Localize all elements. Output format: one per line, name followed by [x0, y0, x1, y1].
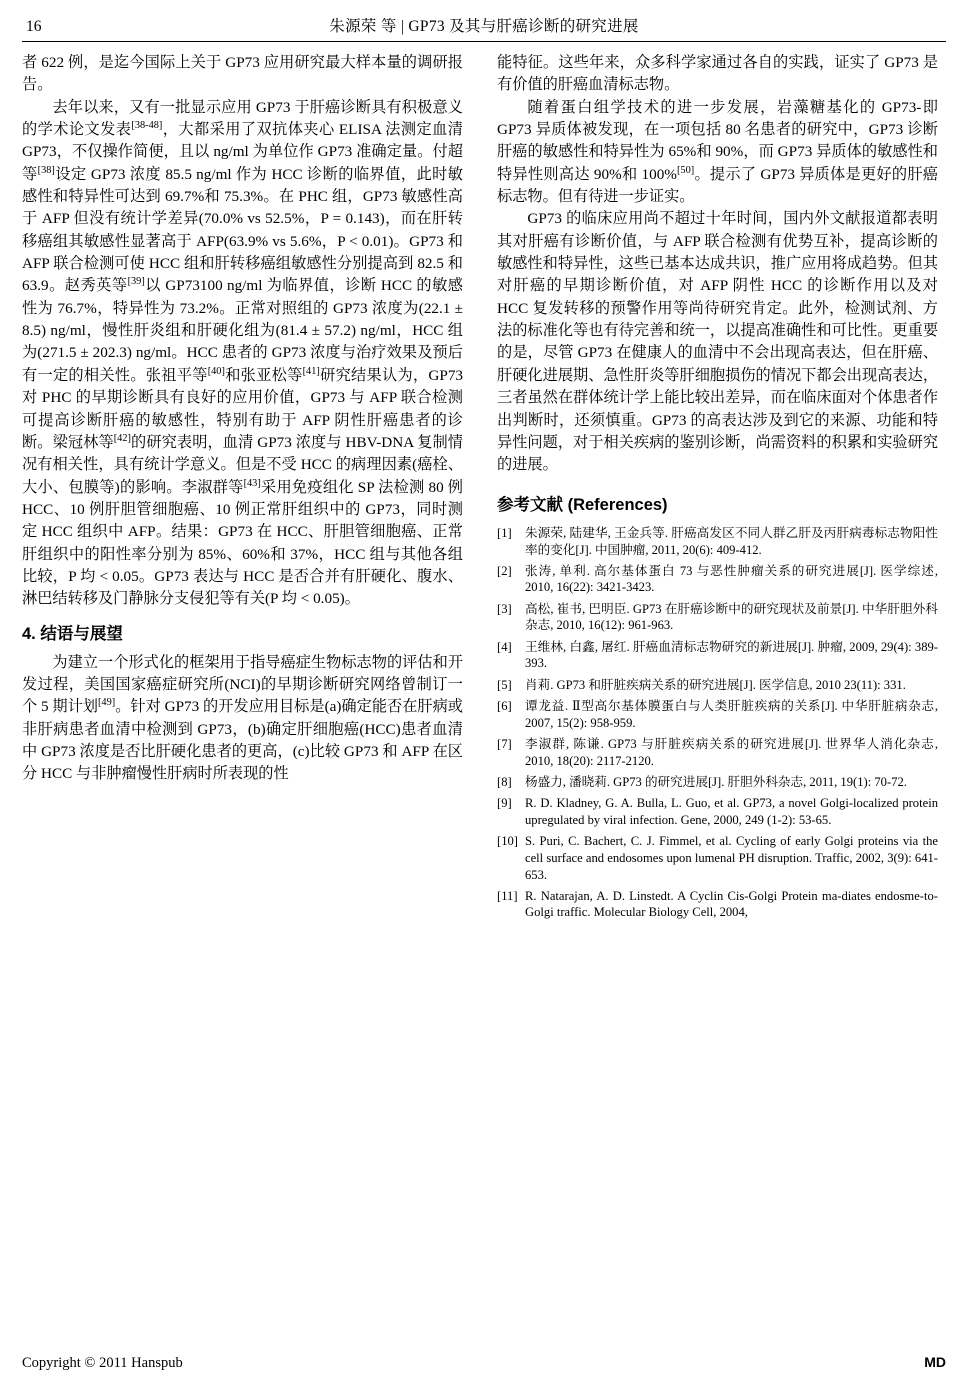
- reference-text: 王维林, 白鑫, 屠红. 肝癌血清标志物研究的新进展[J]. 肿瘤, 2009, 29(4): 389-393.: [525, 639, 938, 671]
- reference-text: R. D. Kladney, G. A. Bulla, L. Guo, et al. GP73, a novel Golgi-localized protein upregulated by viral infection. Gene, 2000, 249 (1-2): 53-65.: [525, 796, 938, 827]
- reference-text: 肖莉. GP73 和肝脏疾病关系的研究进展[J]. 医学信息, 2010 23(11): 331.: [525, 677, 906, 692]
- left-column: [22, 52, 463, 1310]
- reference-number: [7]: [497, 736, 512, 751]
- reference-text: 高松, 崔书, 巴明臣. GP73 在肝癌诊断中的研究现状及前景[J]. 中华肝胆外科杂志, 2010, 16(12): 961-963.: [525, 601, 938, 633]
- references-heading: 参考文献 (References): [497, 495, 668, 514]
- reference-item: [497, 833, 938, 883]
- reference-text: 朱源荣, 陆建华, 王金兵等. 肝癌高发区不同人群乙肝及丙肝病毒标志物阳性率的变化[J]. 中国肿瘤, 2011, 20(6): 409-412.: [525, 525, 938, 557]
- reference-item: [497, 639, 938, 672]
- section-heading: 4. 结语与展望: [22, 624, 123, 643]
- reference-number: [10]: [497, 834, 518, 849]
- references-list: [497, 525, 938, 921]
- reference-item: [497, 698, 938, 731]
- paragraph: 去年以来，又有一批显示应用 GP73 于肝癌诊断具有积极意义的学术论文发表[38-48]，大都采用了双抗体夹心 ELISA 法测定血清 GP73，不仅操作简便，且以 ng/ml 为单位作 GP73 准确定量。付超等[38]设定 GP73 浓度 85.5 ng/ml 作为 HCC 诊断的临界值，此时敏感性和特异性可达到 69.7%和 75.3%。在 PHC 组，GP73 敏感性高于 AFP 但没有统计学差异(70.0% vs 52.5%，P = 0.143)，而在肝转移癌组其敏感性显著高于 AFP(63.9% vs 5.6%，P < 0.01)。GP73 和 AFP 联合检测可使 HCC 组和肝转移癌组敏感性分别提高到 82.5 和 63.9。赵秀英等[39]以 GP73100 ng/ml 为临界值，诊断 HCC 的敏感性为 76.7%，特异性为 73.2%。正常对照组的 GP73 浓度为(22.1 ± 8.5) ng/ml，慢性肝炎组和肝硬化组为(81.4 ± 57.2) ng/ml，HCC 组为(271.5 ± 202.3) ng/ml。HCC 患者的 GP73 浓度与治疗效果及预后有一定的相关性。张祖平等[40]和张亚松等[41]研究结果认为，GP73 对 PHC 的早期诊断具有良好的应用价值，GP73 与 AFP 联合检测可提高诊断肝癌的敏感性，特别有助于 AFP 阴性肝癌患者的诊断。梁冠林等[42]的研究表明，血清 GP73 浓度与 HBV-DNA 复制情况有相关性，具有统计学意义。但是不受 HCC 的病理因素(癌栓、大小、包膜等)的影响。李淑群等[43]采用免疫组化 SP 法检测 80 例 HCC、10 例肝胆管细胞癌、10 例正常肝组织中的 GP73，同时测定 HCC 组织中 AFP。结果：GP73 在 HCC、肝胆管细胞癌、正常肝组织中的阳性率分别为 85%、60%和 37%，HCC 组与其他各组比较，P 均 < 0.05。GP73 表达与 HCC 是否合并有肝硬化、腹水、淋巴结转移及门静脉分支侵犯等有关(P 均 < 0.05)。: [22, 98, 464, 608]
- body-columns: [22, 52, 946, 1310]
- paragraph: 为建立一个形式化的框架用于指导癌症生物标志物的评估和开发过程，美国国家癌症研究所(NCI)的早期诊断研究网络曾制订一个 5 期计划[49]。针对 GP73 的开发应用目标是(a)确定能否在肝病或非肝病患者血清中检测到 GP73，(b)确定肝细胞癌(HCC)患者血清中 GP73 浓度是否比肝硬化患者的更高，(c)比较 GP73 和 AFP 在区分 HCC 与非肿瘤慢性肝病时所表现的性: [22, 653, 463, 783]
- reference-number: [6]: [497, 698, 512, 713]
- reference-text: 李淑群, 陈谦. GP73 与肝脏疾病关系的研究进展[J]. 世界华人消化杂志, 2010, 18(20): 2117-2120.: [525, 736, 938, 768]
- reference-text: 张涛, 单利. 高尔基体蛋白 73 与恶性肿瘤关系的研究进展[J]. 医学综述, 2010, 16(22): 3421-3423.: [525, 563, 938, 595]
- reference-item: [497, 774, 938, 791]
- reference-item: [497, 563, 938, 596]
- reference-item: [497, 677, 938, 694]
- reference-text: 谭龙益. Ⅱ型高尔基体膜蛋白与人类肝脏疾病的关系[J]. 中华肝脏病杂志, 2007, 15(2): 958-959.: [525, 698, 938, 730]
- reference-item: [497, 525, 938, 558]
- reference-item: [497, 888, 938, 921]
- running-title: 朱源荣 等 | GP73 及其与肝癌诊断的研究进展: [329, 18, 639, 35]
- reference-text: 杨盛力, 潘晓莉. GP73 的研究进展[J]. 肝胆外科杂志, 2011, 19(1): 70-72.: [525, 774, 907, 789]
- paragraph: 能特征。这些年来，众多科学家通过各自的实践，证实了 GP73 是有价值的肝癌血清标志物。: [497, 54, 938, 94]
- reference-number: [8]: [497, 774, 512, 789]
- reference-number: [1]: [497, 525, 512, 540]
- reference-number: [4]: [497, 639, 512, 654]
- paragraph: 者 622 例，是迄今国际上关于 GP73 应用研究最大样本量的调研报告。: [22, 54, 463, 94]
- running-head: [22, 14, 946, 42]
- reference-text: S. Puri, C. Bachert, C. J. Fimmel, et al. Cycling of early Golgi proteins via the cell surface and endosomes upon lumenal PH disruption. Traffic, 2002, 3(9): 641-653.: [525, 834, 938, 882]
- reference-number: [9]: [497, 796, 512, 811]
- reference-text: R. Natarajan, A. D. Linstedt. A Cyclin Cis-Golgi Protein ma-diates endosme-to-Golgi traffic. Molecular Biology Cell, 2004,: [525, 888, 938, 920]
- copyright-text: Copyright © 2011 Hanspub: [22, 1355, 183, 1371]
- reference-number: [2]: [497, 563, 512, 578]
- reference-number: [3]: [497, 601, 512, 616]
- reference-number: [5]: [497, 677, 512, 692]
- reference-item: [497, 601, 938, 634]
- paragraph: 随着蛋白组学技术的进一步发展，岩藻糖基化的 GP73-即 GP73 异质体被发现，在一项包括 80 名患者的研究中，GP73 诊断肝癌的敏感性和特异性为 65%和 90%，而 GP73 异质体的敏感性和特异性则高达 90%和 100%[50]。提示了 GP73 异质体是更好的肝癌标志物。但有待进一步证实。: [497, 98, 938, 206]
- reference-item: [497, 736, 938, 769]
- page-footer: [22, 1354, 946, 1372]
- footer-mark: MD: [924, 1354, 946, 1370]
- reference-item: [497, 795, 938, 828]
- page-number: 16: [26, 18, 42, 35]
- reference-number: [11]: [497, 888, 518, 903]
- right-column: [497, 52, 938, 1310]
- paragraph: GP73 的临床应用尚不超过十年时间，国内外文献报道都表明其对肝癌有诊断价值，与 AFP 联合检测有优势互补，提高诊断的敏感性和特异性，这些已基本达成共识，推广应用将成趋势。但其对肝癌的早期诊断价值，对 AFP 阴性 HCC 的诊断作用以及对 HCC 复发转移的预警作用等尚待研究肯定。此外，检测试剂、方法的标准化等也有待完善和统一，以提高准确性和可比性。更重要的是，尽管 GP73 在健康人的血清中不会出现高表达，但在肝癌、肝硬化进展期、急性肝炎等肝细胞损伤的情况下都会出现高表达，三者虽然在群体统计学上能比较出差异，而在临床面对个体患者作出判断时，还须慎重。GP73 的高表达涉及到它的来源、功能和特异性问题，对于相关疾病的鉴别诊断，尚需资料的积累和实验研究的进展。: [497, 210, 938, 474]
